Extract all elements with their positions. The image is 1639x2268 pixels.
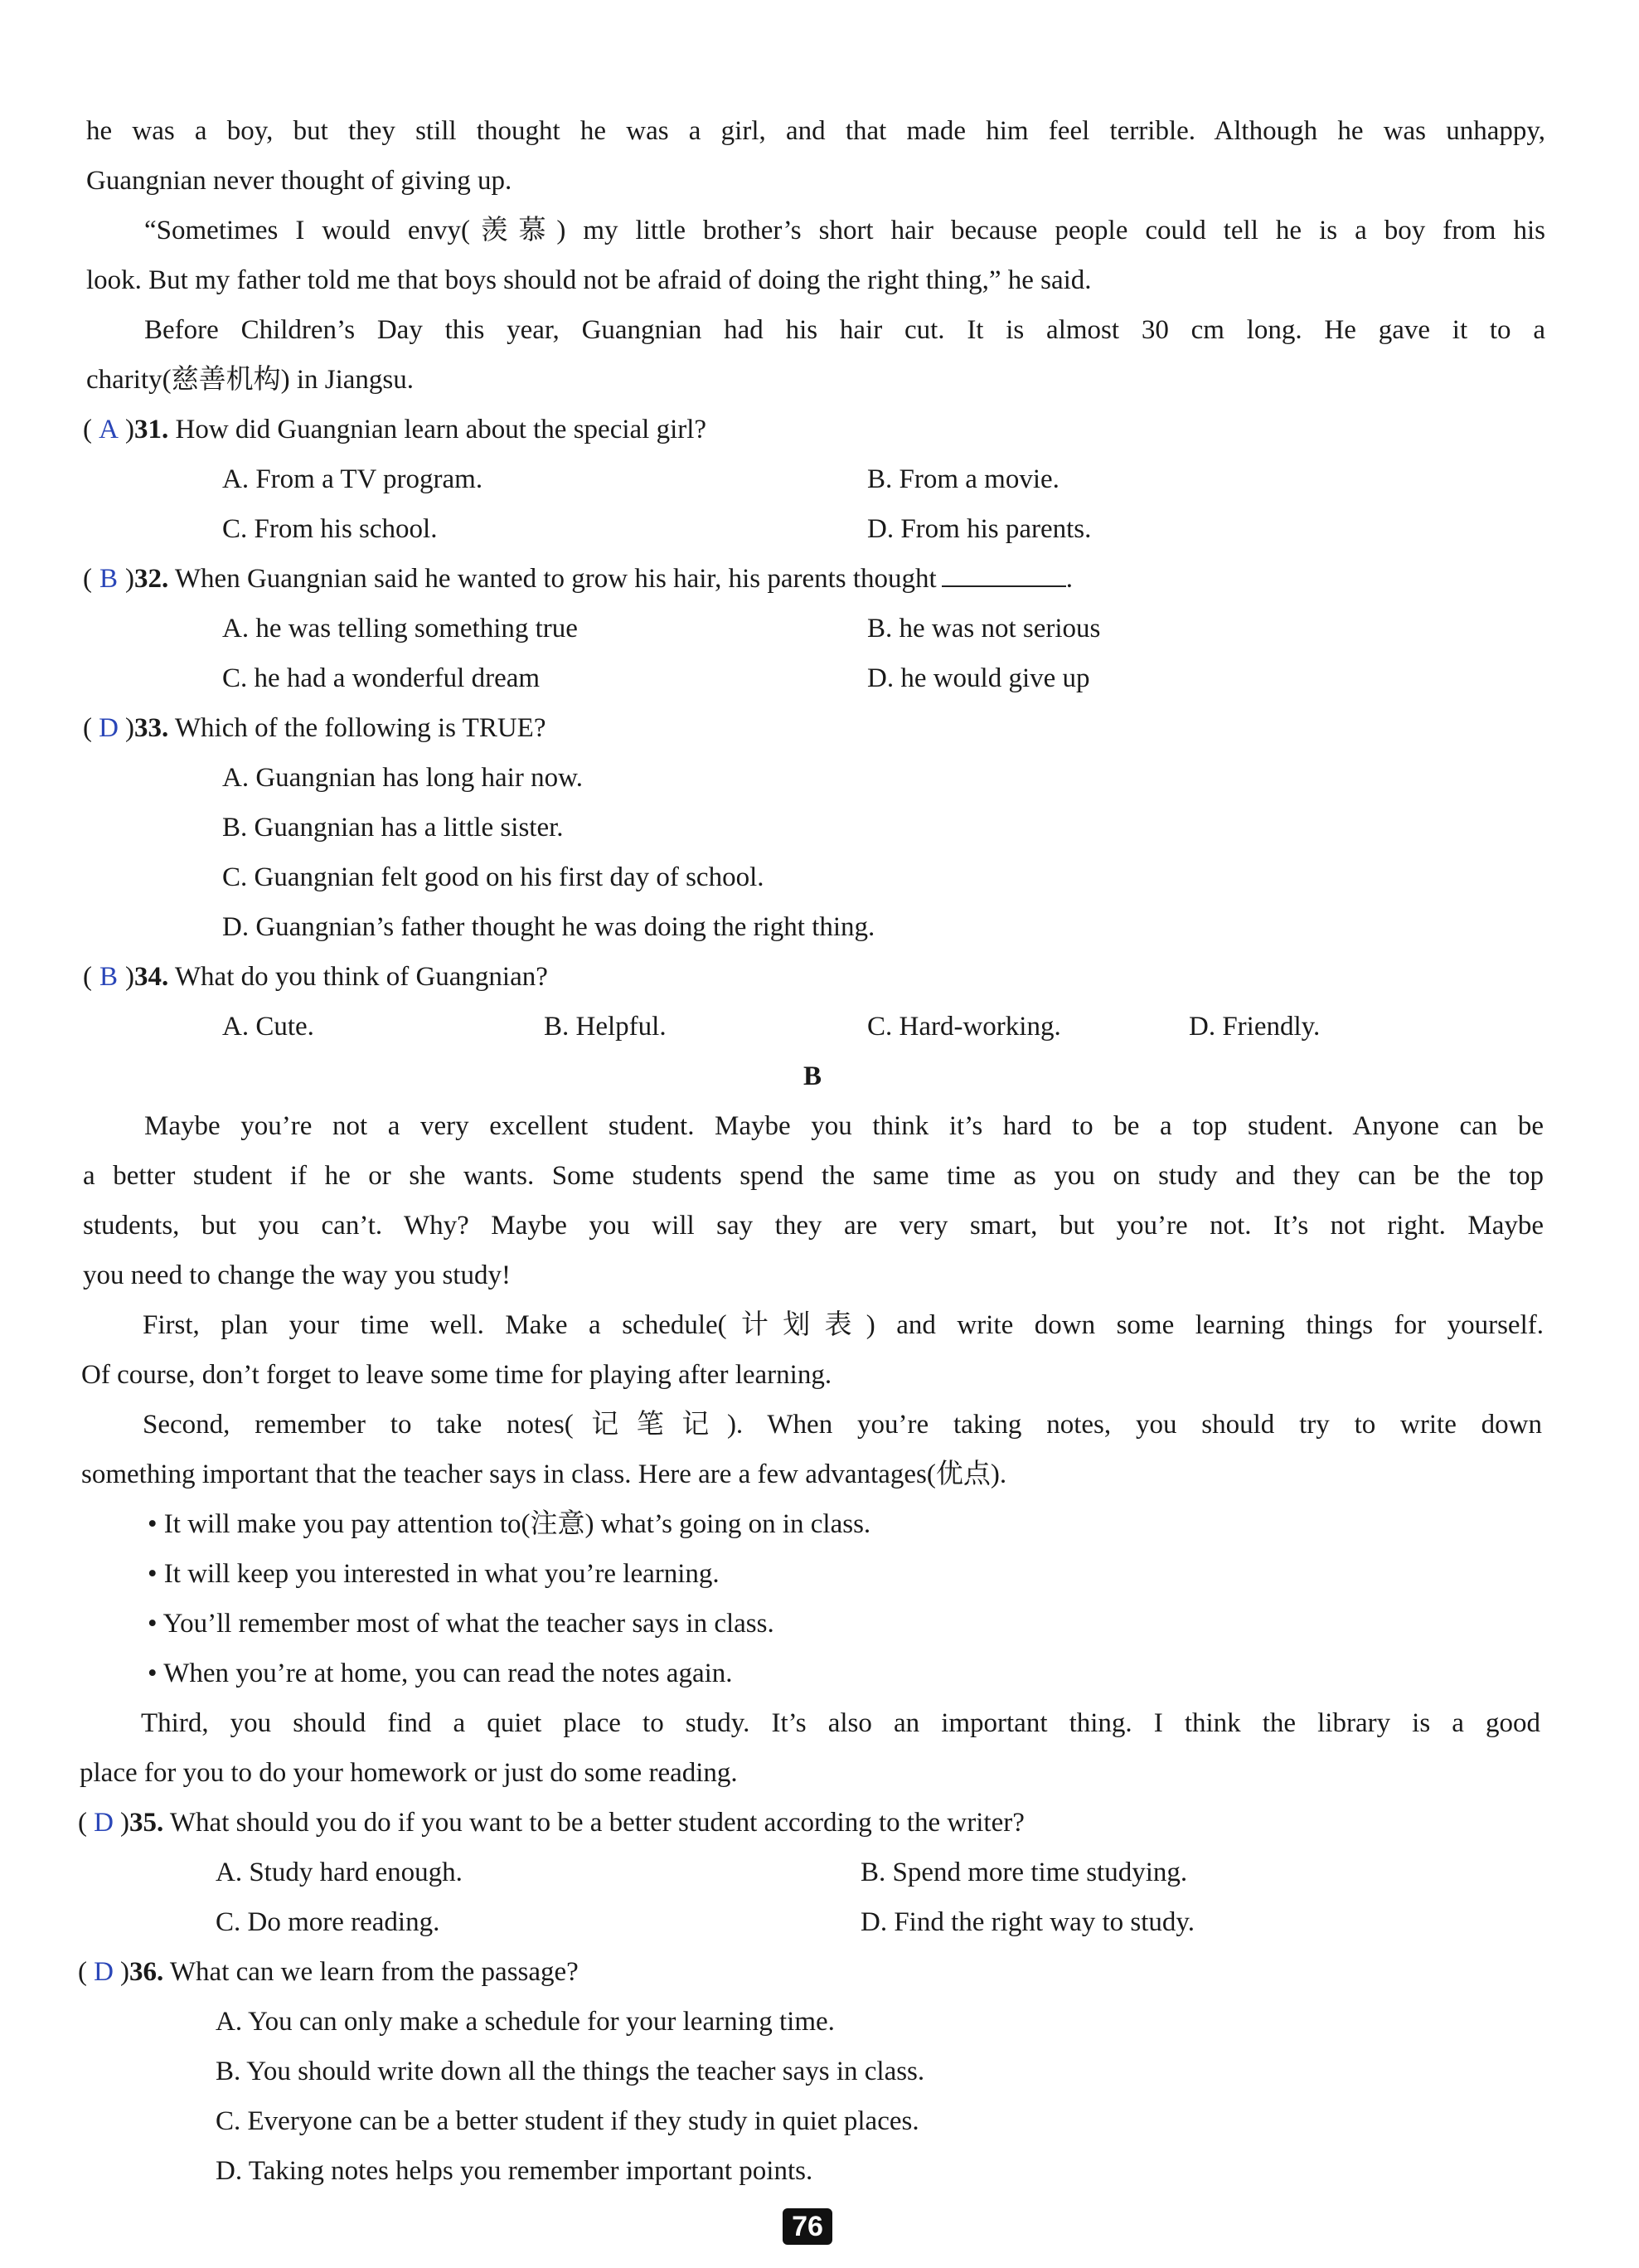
option-a: A. Guangnian has long hair now.	[222, 763, 584, 793]
question-34: ( B )34. What do you think of Guangnian?	[83, 962, 548, 992]
answer-mark: A	[99, 415, 119, 444]
option-d: D. From his parents.	[867, 514, 1092, 544]
answer-mark: B	[99, 962, 118, 992]
option-d: D. Taking notes helps you remember important points.	[216, 2156, 813, 2186]
option-c: C. Guangnian felt good on his first day of school.	[222, 862, 764, 892]
option-d: D. Guangnian’s father thought he was doing the right thing.	[222, 912, 875, 942]
question-text: What can we learn from the passage?	[169, 1957, 579, 1987]
option-d: D. Friendly.	[1189, 1012, 1321, 1042]
passage-line: he was a boy, but they still thought he was a girl, and that made him feel terrible. Although he was unhappy,	[86, 116, 1545, 146]
bullet-item: • It will make you pay attention to(注意) what’s going on in class.	[148, 1509, 871, 1539]
question-number: 36.	[129, 1957, 164, 1987]
question-text: Which of the following is TRUE?	[174, 713, 546, 743]
option-a: A. he was telling something true	[222, 614, 578, 643]
question-text: What should you do if you want to be a better student according to the writer?	[169, 1808, 1025, 1838]
option-b: B. Guangnian has a little sister.	[222, 813, 564, 843]
question-36: ( D )36. What can we learn from the passage?	[78, 1957, 579, 1987]
passage-line: place for you to do your homework or just do some reading.	[80, 1758, 738, 1788]
question-number: 35.	[129, 1808, 164, 1838]
question-number: 33.	[134, 713, 169, 743]
passage-line: charity(慈善机构) in Jiangsu.	[86, 365, 415, 395]
question-text: When Guangnian said he wanted to grow his hair, his parents thought	[174, 564, 937, 594]
passage-line: something important that the teacher says in class. Here are a few advantages(优点).	[81, 1459, 1007, 1489]
answer-mark: B	[99, 564, 118, 594]
passage-line: Of course, don’t forget to leave some time for playing after learning.	[81, 1360, 832, 1390]
option-a: A. Cute.	[222, 1012, 314, 1042]
page-number: 76	[783, 2208, 832, 2245]
passage-line: students, but you can’t. Why? Maybe you will say they are very smart, but you’re not. It’s not right. Maybe	[83, 1211, 1544, 1241]
question-32: ( B )32. When Guangnian said he wanted to grow his hair, his parents thought .	[83, 564, 1073, 594]
question-end: .	[1065, 564, 1073, 594]
option-c: C. Hard-working.	[867, 1012, 1061, 1042]
option-c: C. From his school.	[222, 514, 438, 544]
option-a: A. From a TV program.	[222, 464, 483, 494]
option-a: A. You can only make a schedule for your learning time.	[216, 2007, 835, 2037]
passage-line: a better student if he or she wants. Some students spend the same time as you on study and they can be the top	[83, 1161, 1544, 1191]
option-b: B. he was not serious	[867, 614, 1101, 643]
question-number: 32.	[134, 564, 169, 594]
option-d: D. he would give up	[867, 663, 1090, 693]
bullet-item: • It will keep you interested in what you’re learning.	[148, 1559, 720, 1589]
option-b: B. You should write down all the things the teacher says in class.	[216, 2057, 925, 2086]
option-b: B. Spend more time studying.	[861, 1858, 1188, 1887]
passage-line: “Sometimes I would envy(羡慕) my little brother’s short hair because people could tell he is a boy from his	[144, 216, 1545, 245]
bullet-item: • You’ll remember most of what the teacher says in class.	[148, 1609, 774, 1639]
option-b: B. Helpful.	[544, 1012, 667, 1042]
answer-mark: D	[94, 1957, 114, 1987]
option-c: C. Everyone can be a better student if they study in quiet places.	[216, 2106, 919, 2136]
question-text: What do you think of Guangnian?	[174, 962, 548, 992]
question-text: How did Guangnian learn about the special girl?	[175, 415, 707, 444]
question-33: ( D )33. Which of the following is TRUE?	[83, 713, 546, 743]
question-31: ( A )31. How did Guangnian learn about the special girl?	[83, 415, 707, 444]
passage-line: Before Children’s Day this year, Guangnian had his hair cut. It is almost 30 cm long. He gave it to a	[144, 315, 1545, 345]
passage-line: Maybe you’re not a very excellent student. Maybe you think it’s hard to be a top student. Anyone can be	[144, 1111, 1544, 1141]
passage-line: Guangnian never thought of giving up.	[86, 166, 512, 196]
option-d: D. Find the right way to study.	[861, 1907, 1195, 1937]
option-a: A. Study hard enough.	[216, 1858, 463, 1887]
passage-line: look. But my father told me that boys should not be afraid of doing the right thing,” he said.	[86, 265, 1092, 295]
passage-line: you need to change the way you study!	[83, 1260, 511, 1290]
passage-line: Third, you should find a quiet place to study. It’s also an important thing. I think the library is a good	[141, 1708, 1540, 1738]
bullet-item: • When you’re at home, you can read the notes again.	[148, 1659, 733, 1688]
question-35: ( D )35. What should you do if you want to be a better student according to the writer?	[78, 1808, 1025, 1838]
section-title: B	[803, 1061, 822, 1091]
passage-line: First, plan your time well. Make a schedule(计划表) and write down some learning things for yourself.	[143, 1310, 1544, 1340]
passage-line: Second, remember to take notes(记笔记). When you’re taking notes, you should try to write down	[143, 1410, 1542, 1440]
option-c: C. he had a wonderful dream	[222, 663, 541, 693]
answer-mark: D	[94, 1808, 114, 1838]
question-number: 34.	[134, 962, 169, 992]
option-b: B. From a movie.	[867, 464, 1060, 494]
question-number: 31.	[134, 415, 169, 444]
answer-mark: D	[99, 713, 119, 743]
answer-blank	[942, 564, 1066, 587]
option-c: C. Do more reading.	[216, 1907, 440, 1937]
